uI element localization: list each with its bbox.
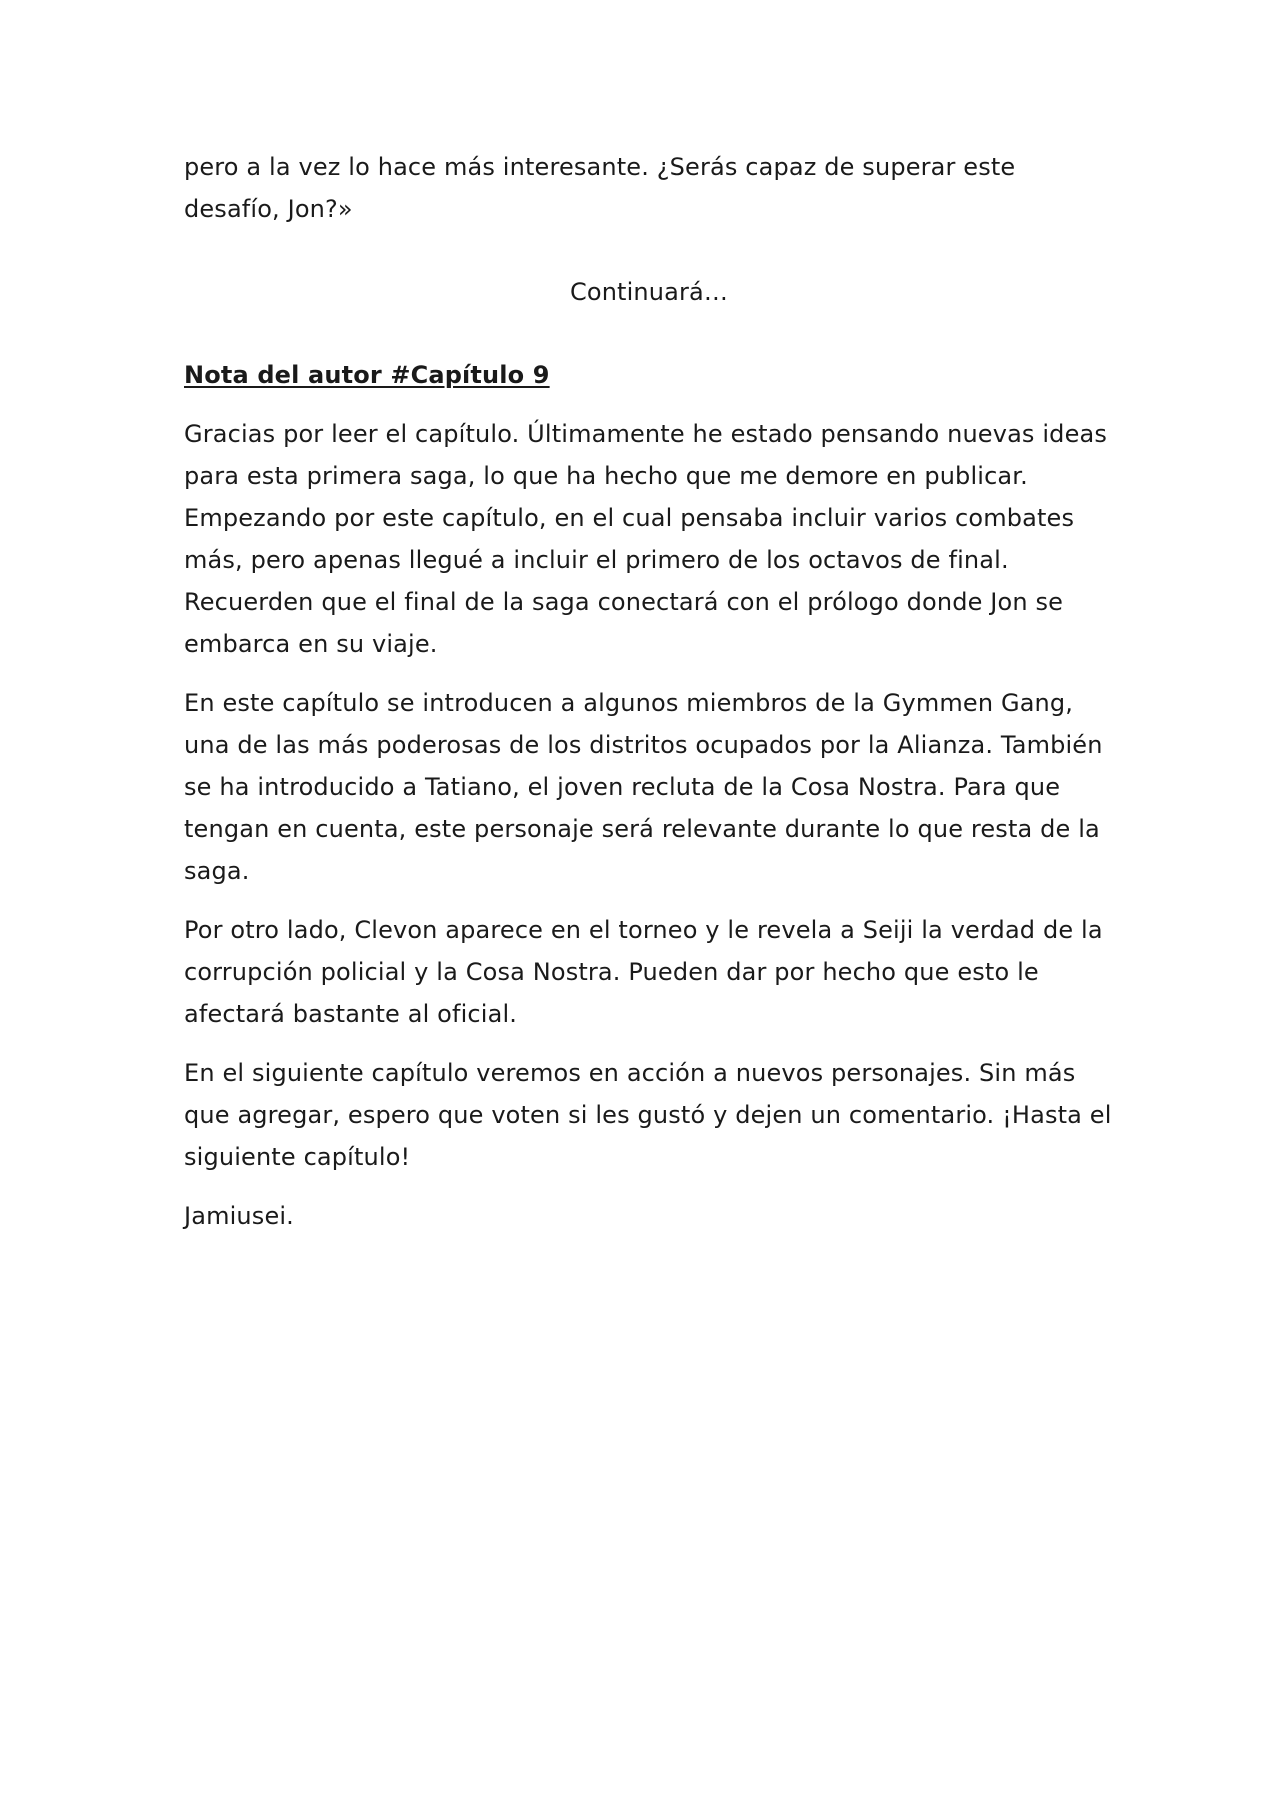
author-note-paragraph: Gracias por leer el capítulo. Últimamente he estado pensando nuevas ideas para esta primera saga, lo que ha hecho que me demore en publicar. Empezando por este capítulo, en el cual pensaba incluir varios combates más, pero apenas llegué a incluir el primero de los octavos de final. Recuerden que el final de la saga conectará con el prólogo donde Jon se embarca en su viaje. — [184, 420, 1107, 658]
story-closing-paragraph: pero a la vez lo hace más interesante. ¿Serás capaz de superar este desafío, Jon?» — [184, 153, 1016, 223]
author-note-paragraph: En este capítulo se introducen a algunos miembros de la Gymmen Gang, una de las más poderosas de los distritos ocupados por la Alianza. También se ha introducido a Tatiano, el joven recluta de la Cosa Nostra. Para que tengan en cuenta, este personaje será relevante durante lo que resta de la saga. — [184, 689, 1103, 885]
author-note-section — [184, 354, 1114, 1237]
document-page — [184, 146, 1114, 1237]
author-note-paragraph: Por otro lado, Clevon aparece en el torneo y le revela a Seiji la verdad de la corrupción policial y la Cosa Nostra. Pueden dar por hecho que esto le afectará bastante al oficial. — [184, 916, 1103, 1028]
author-note-heading: Nota del autor #Capítulo 9 — [184, 361, 550, 389]
author-note-paragraph: En el siguiente capítulo veremos en acción a nuevos personajes. Sin más que agregar, espero que voten si les gustó y dejen un comentario. ¡Hasta el siguiente capítulo! — [184, 1059, 1112, 1171]
continued-label: Continuará… — [569, 278, 729, 306]
author-signature: Jamiusei. — [184, 1202, 294, 1230]
